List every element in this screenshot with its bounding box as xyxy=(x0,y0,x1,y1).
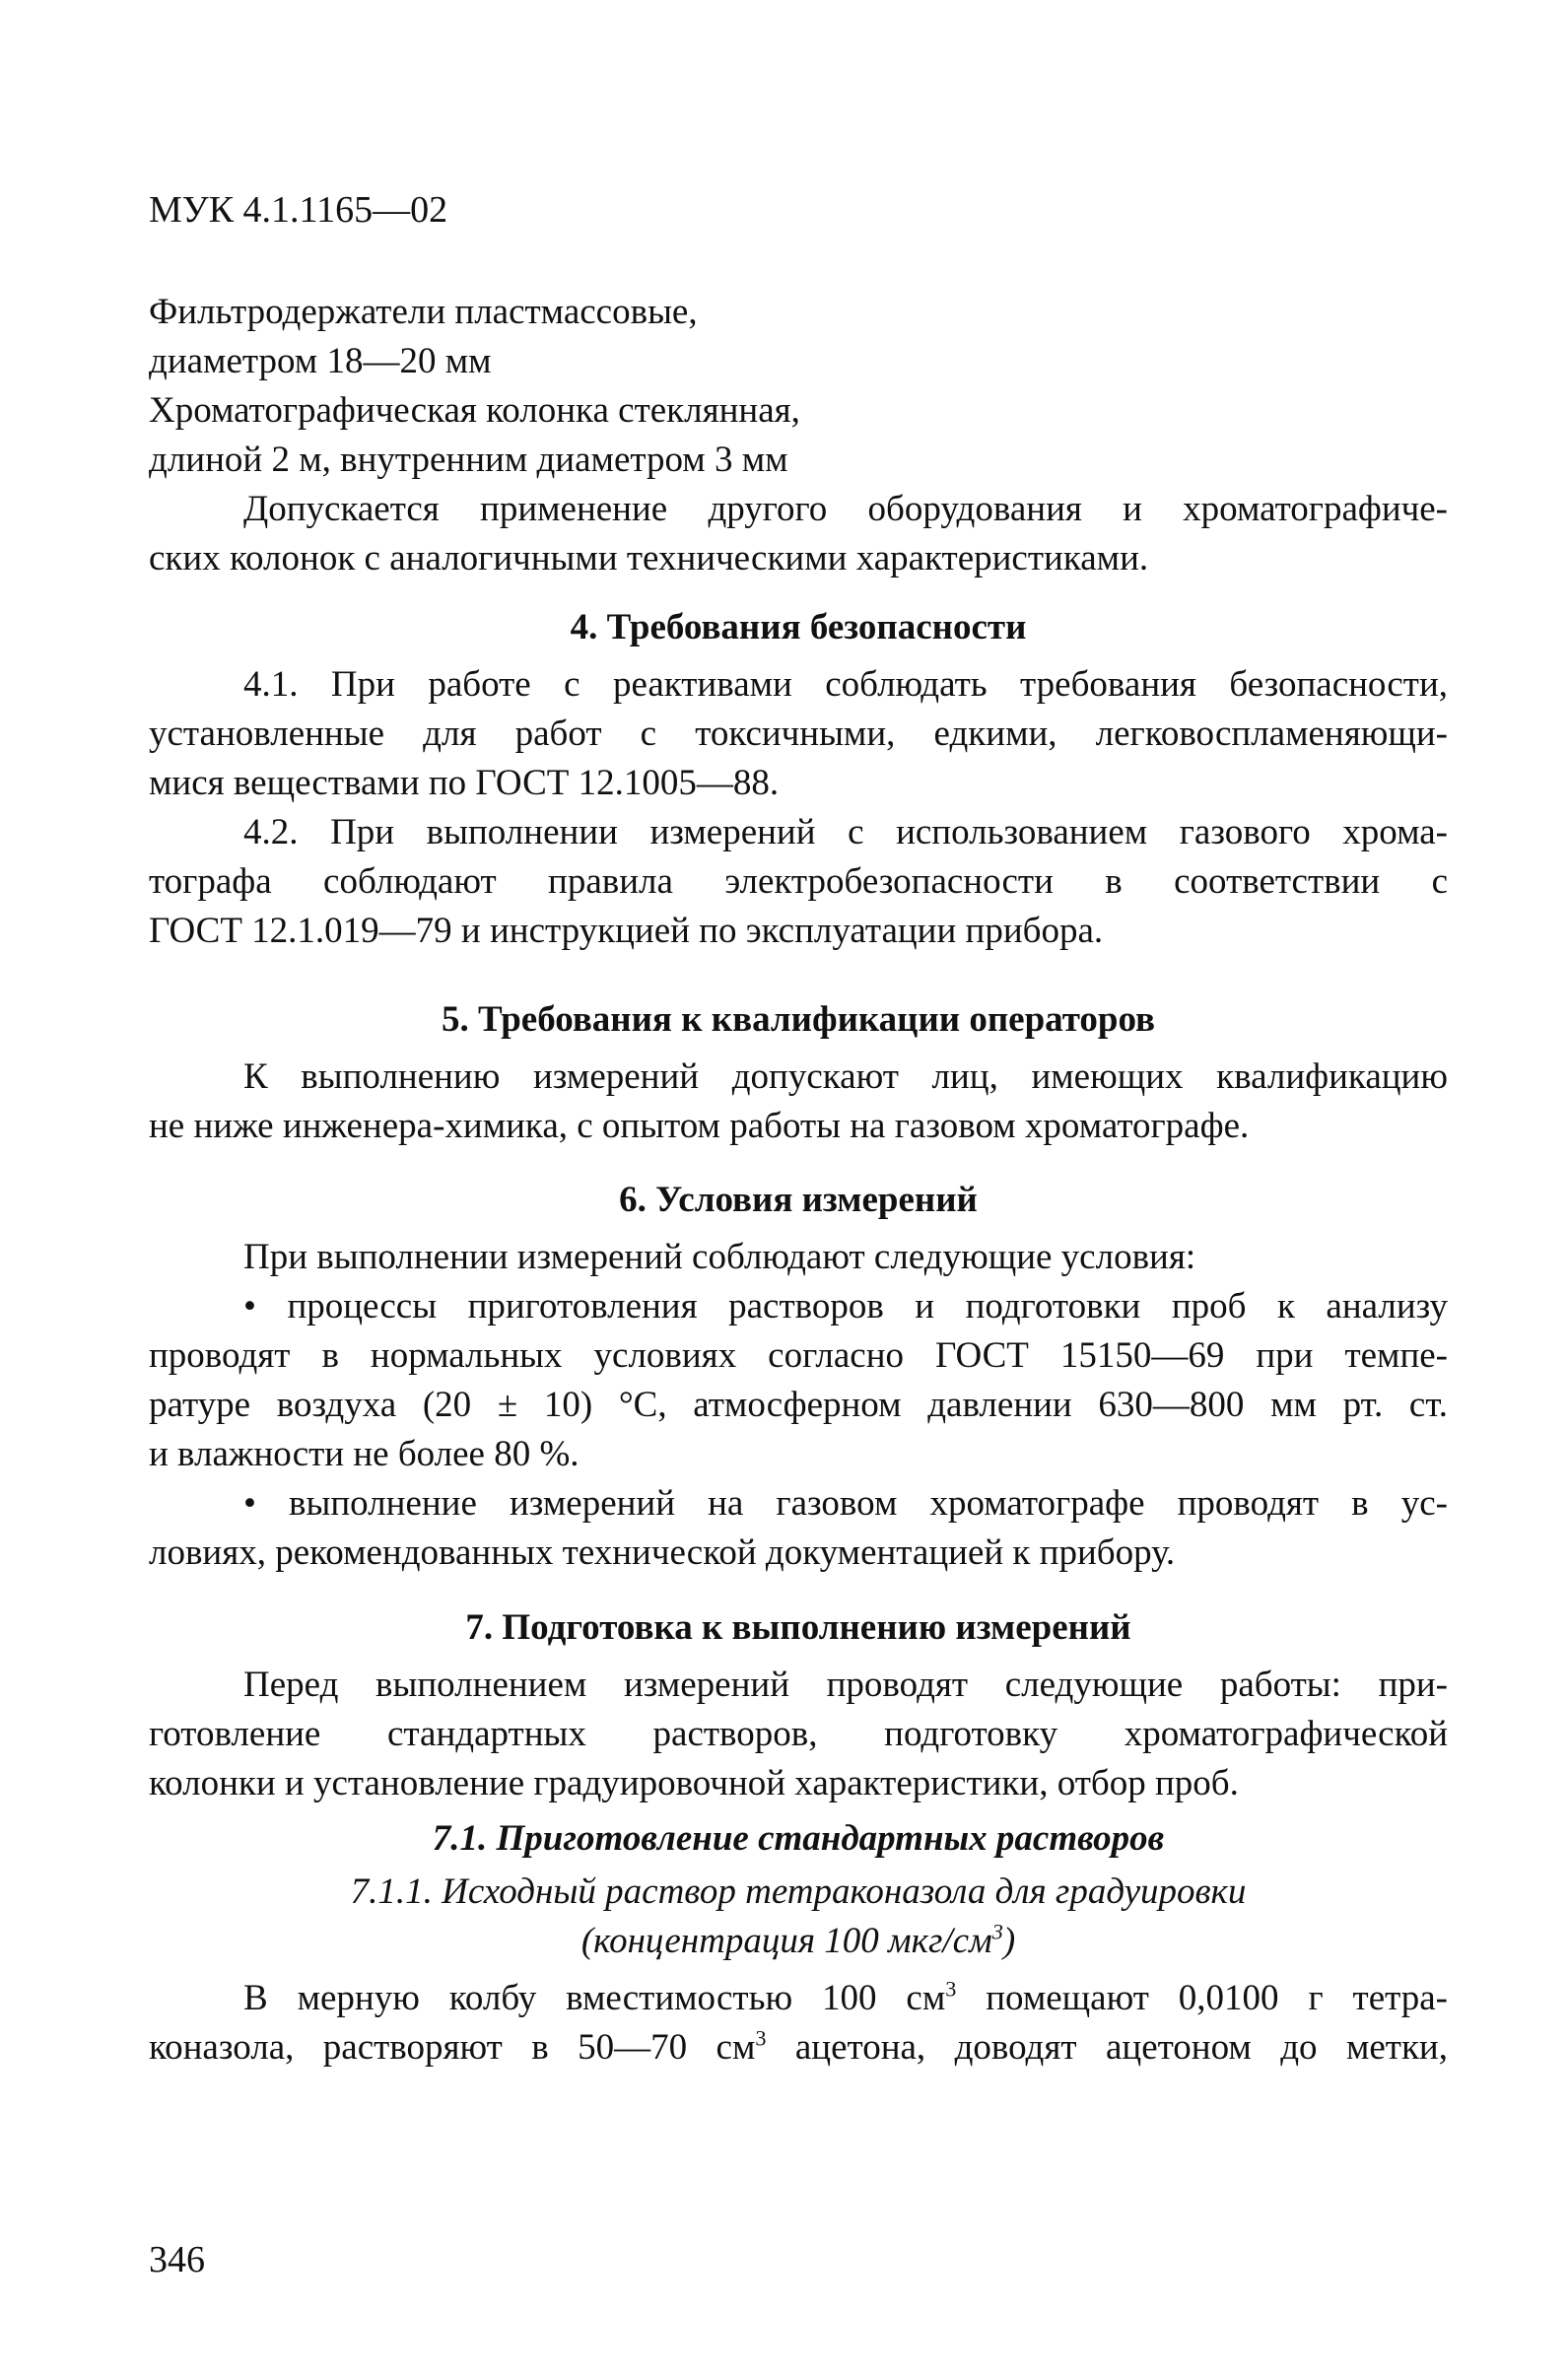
page-number: 346 xyxy=(149,2239,205,2280)
s5-p1-line-1: К выполнению измерений допускают лиц, имеющих квалификацию xyxy=(243,1056,1448,1097)
equipment-list xyxy=(149,288,1448,583)
equipment-item-2-line-1: Хроматографическая колонка стеклянная, xyxy=(149,390,800,431)
s6-bullet-2-line-1: • выполнение измерений на газовом хроматографе проводят в ус- xyxy=(243,1483,1448,1524)
s6-bullet-1-line-3: ратуре воздуха (20 ± 10) °С, атмосферном давлении 630—800 мм рт. ст. xyxy=(149,1385,1448,1425)
equipment-item-1-line-2: диаметром 18—20 мм xyxy=(149,341,492,381)
s4-p2-line-1: 4.2. При выполнении измерений с использованием газового хрома- xyxy=(243,812,1448,852)
s6-intro: При выполнении измерений соблюдают следующие условия: xyxy=(243,1237,1196,1277)
s4-p1-line-2: установленные для работ с токсичными, едкими, легковоспламеняющи- xyxy=(149,714,1448,754)
subsection-7-1-title: 7.1. Приготовление стандартных растворов xyxy=(432,1818,1165,1859)
subsection-7-1-1-title-line-1: 7.1.1. Исходный раствор тетраконазола для градуировки xyxy=(350,1871,1247,1912)
equipment-note-line-1: Допускается применение другого оборудования и хроматографиче- xyxy=(243,489,1448,529)
s4-p2-line-3: ГОСТ 12.1.019—79 и инструкцией по эксплуатации прибора. xyxy=(149,911,1104,951)
s6-bullet-1-line-4: и влажности не более 80 %. xyxy=(149,1434,579,1474)
s7-p1-line-2: готовление стандартных растворов, подготовку хроматографической xyxy=(149,1714,1448,1754)
section-7-title: 7. Подготовка к выполнению измерений xyxy=(465,1607,1131,1648)
section-5 xyxy=(149,995,1448,1151)
s5-p1-line-2: не ниже инженера-химика, с опытом работы на газовом хроматографе. xyxy=(149,1106,1250,1146)
section-6-title: 6. Условия измерений xyxy=(619,1180,978,1220)
equipment-note-line-2: ских колонок с аналогичными техническими характеристиками. xyxy=(149,538,1149,578)
section-4 xyxy=(149,603,1448,956)
section-7 xyxy=(149,1603,1448,2073)
equipment-item-2-line-2: длиной 2 м, внутренним диаметром 3 мм xyxy=(149,440,788,480)
section-6 xyxy=(149,1176,1448,1578)
s6-bullet-1-line-2: проводят в нормальных условиях согласно ГОСТ 15150—69 при темпе- xyxy=(149,1335,1448,1376)
s4-p1-line-1: 4.1. При работе с реактивами соблюдать требования безопасности, xyxy=(243,664,1448,705)
s6-bullet-1-line-1: • процессы приготовления растворов и подготовки проб к анализу xyxy=(243,1286,1448,1326)
section-4-title: 4. Требования безопасности xyxy=(570,607,1027,647)
subsection-7-1-1-title-line-2: (концентрация 100 мкг/$см^3$) xyxy=(580,1919,1016,1961)
section-5-title: 5. Требования к квалификации операторов xyxy=(441,999,1156,1040)
s4-p2-line-2: тографа соблюдают правила электробезопасности в соответствии с xyxy=(149,861,1448,902)
s7-p2-line-2: коназола, растворяют в 50—70 $см^3$ ацетона, доводят ацетоном до метки, xyxy=(149,2025,1448,2068)
s6-bullet-2-line-2: ловиях, рекомендованных технической документацией к прибору. xyxy=(149,1532,1176,1573)
s7-p1-line-1: Перед выполнением измерений проводят следующие работы: при- xyxy=(243,1665,1448,1705)
equipment-item-1-line-1: Фильтродержатели пластмассовые, xyxy=(149,292,698,332)
s7-p2-line-1: В мерную колбу вместимостью 100 $см^3$ помещают 0,0100 г тетра- xyxy=(243,1976,1448,2018)
s4-p1-line-3: мися веществами по ГОСТ 12.1005—88. xyxy=(149,763,780,803)
s7-p1-line-3: колонки и установление градуировочной характеристики, отбор проб. xyxy=(149,1763,1239,1803)
document-code: МУК 4.1.1165—02 xyxy=(149,189,448,231)
